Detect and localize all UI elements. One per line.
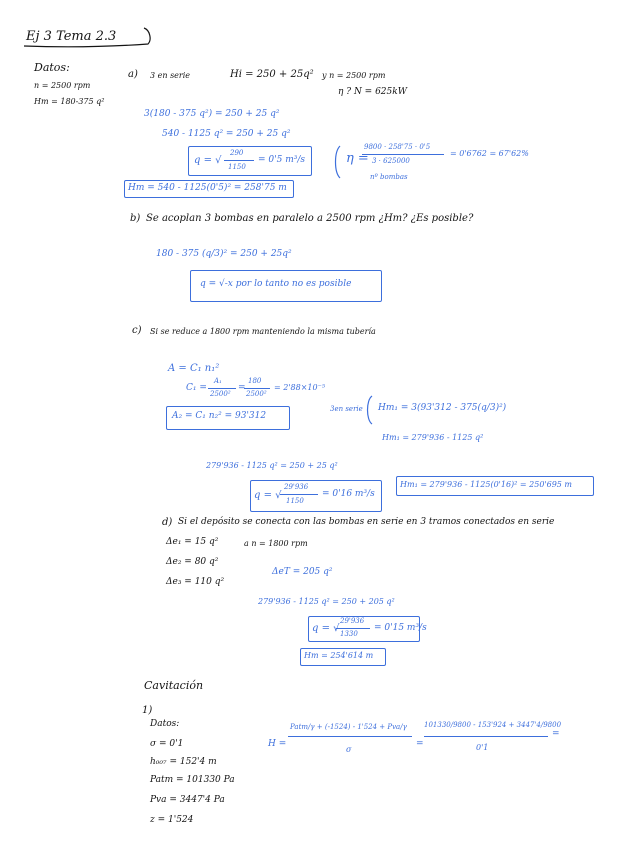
- cav-h-lhs: H =: [268, 739, 287, 749]
- part-a-q-result: = 0'5 m³/s: [258, 155, 305, 165]
- cav-item: 1): [142, 705, 153, 716]
- part-c-a2: A₂ = C₁ n₂² = 93'312: [172, 411, 267, 421]
- part-c-c1-lhs: C₁ =: [186, 383, 207, 393]
- cav-h-num: Patm/γ + (-1524) - 1'524 + Pva/γ: [290, 723, 407, 731]
- cav-h-den: σ: [346, 745, 352, 754]
- cav-datos: Datos:: [150, 719, 180, 729]
- part-c-c1-num: A₁: [214, 377, 222, 385]
- part-c-q-num: 29'936: [284, 483, 309, 491]
- part-a-eq2: 540 - 1125 q² = 250 + 25 q²: [162, 129, 291, 139]
- part-d-de2: Δe₂ = 80 q²: [166, 557, 219, 567]
- eta-brace-stroke: [336, 146, 341, 178]
- datos-hm: Hm = 180-375 q²: [34, 97, 105, 106]
- part-c-c1-bar2: [244, 388, 270, 389]
- cav-h-bar2: [424, 736, 548, 737]
- part-b-eq: 180 - 375 (q/3)² = 250 + 25q²: [156, 249, 292, 259]
- part-d-rpm: a n = 1800 rpm: [244, 539, 308, 548]
- datos-heading: Datos:: [34, 61, 70, 74]
- part-c-hm2: Hm₁ = 279'936 - 1125 q²: [382, 433, 484, 442]
- part-d-de3: Δe₃ = 110 q²: [166, 577, 225, 587]
- part-a-eq1: 3(180 - 375 q²) = 250 + 25 q²: [144, 109, 280, 119]
- part-a-prompt: 3 en serie: [150, 71, 191, 80]
- part-c-q-den: 1150: [286, 497, 304, 505]
- part-d-eq: 279'936 - 1125 q² = 250 + 205 q²: [258, 597, 395, 606]
- part-c-label: c): [132, 325, 142, 336]
- part-d-q-bar: [336, 628, 370, 629]
- part-c-c1-num2: 180: [248, 377, 262, 385]
- cav-h-num2: 101330/9800 - 153'924 + 3447'4/9800: [424, 721, 562, 729]
- part-c-q-lhs: q = √: [254, 490, 282, 501]
- part-a-eta-result: = 0'6762 = 67'62%: [450, 149, 529, 158]
- part-c-hm1: Hm₁ = 3(93'312 - 375(q/3)²): [378, 403, 507, 413]
- part-a-install-curve: Hi = 250 + 25q²: [230, 69, 314, 80]
- part-a-q-fraction-bar: [224, 160, 254, 161]
- part-a-eta-num: 9800 · 258'75 · 0'5: [364, 143, 431, 151]
- part-a-q-num: 290: [230, 149, 244, 157]
- part-d-q-lhs: q = √: [312, 623, 340, 634]
- serie-brace-stroke: [368, 396, 373, 424]
- part-a-q-lhs: q = √: [194, 155, 222, 166]
- page-title: Ej 3 Tema 2.3: [26, 29, 117, 44]
- part-c-serie-label: 3en serie: [330, 405, 363, 413]
- part-a-cond2: η ? N = 625kW: [338, 87, 407, 97]
- part-a-cond1: y n = 2500 rpm: [322, 71, 386, 80]
- part-d-prompt: Si el depósito se conecta con las bombas en serie en 3 tramos conectados en serie: [178, 517, 555, 527]
- part-a-eta-den: 3 · 625000: [372, 157, 410, 165]
- part-a-label: a): [128, 69, 138, 80]
- part-c-c1-bar: [208, 388, 236, 389]
- part-a-eta-note: nº bombas: [370, 173, 408, 181]
- part-a-eta-lhs: η =: [346, 151, 369, 166]
- part-c-prompt: Si se reduce a 1800 rpm manteniendo la misma tubería: [150, 327, 376, 336]
- part-a-eta-fraction-bar: [362, 154, 444, 155]
- part-d-q-den: 1330: [340, 630, 358, 638]
- cav-h-den2: 0'1: [476, 743, 489, 752]
- part-c-c1-den2: 2500²: [246, 390, 267, 398]
- part-c-hm-result: Hm₁ = 279'936 - 1125(0'16)² = 250'695 m: [400, 480, 573, 489]
- cav-hvap: h₀₀₇ = 152'4 m: [150, 757, 217, 767]
- part-c-c1-result: = 2'88×10⁻⁵: [274, 383, 326, 392]
- cav-z: z = 1'524: [150, 815, 194, 825]
- part-c-eq1: A = C₁ n₁²: [168, 363, 220, 374]
- part-d-de1: Δe₁ = 15 q²: [166, 537, 219, 547]
- part-a-q-den: 1150: [228, 163, 246, 171]
- part-d-q-result: = 0'15 m³/s: [374, 623, 427, 633]
- cav-patm: Patm = 101330 Pa: [150, 775, 235, 785]
- part-c-q-result: = 0'16 m³/s: [322, 489, 375, 499]
- cav-h-bar: [288, 736, 412, 737]
- part-d-label: d): [162, 517, 173, 528]
- part-a-hm-result: Hm = 540 - 1125(0'5)² = 258'75 m: [128, 183, 287, 193]
- part-b-prompt: Se acoplan 3 bombas en paralelo a 2500 rpm ¿Hm? ¿Es posible?: [146, 213, 474, 224]
- part-d-q-num: 29'936: [340, 617, 365, 625]
- cav-sigma: σ = 0'1: [150, 739, 184, 749]
- part-c-c1-den: 2500²: [210, 390, 231, 398]
- part-b-result: q = √-x por lo tanto no es posible: [200, 279, 352, 289]
- part-c-eq-final: 279'936 - 1125 q² = 250 + 25 q²: [206, 461, 338, 470]
- cav-pva: Pva = 3447'4 Pa: [150, 795, 225, 805]
- part-b-label: b): [130, 213, 141, 224]
- part-c-q-bar: [280, 494, 318, 495]
- cav-title: Cavitación: [144, 679, 204, 692]
- part-d-det: ΔeT = 205 q²: [272, 567, 333, 577]
- datos-n: n = 2500 rpm: [34, 81, 91, 90]
- part-d-hm-result: Hm = 254'614 m: [304, 651, 374, 660]
- cav-h-eq: =: [552, 729, 560, 739]
